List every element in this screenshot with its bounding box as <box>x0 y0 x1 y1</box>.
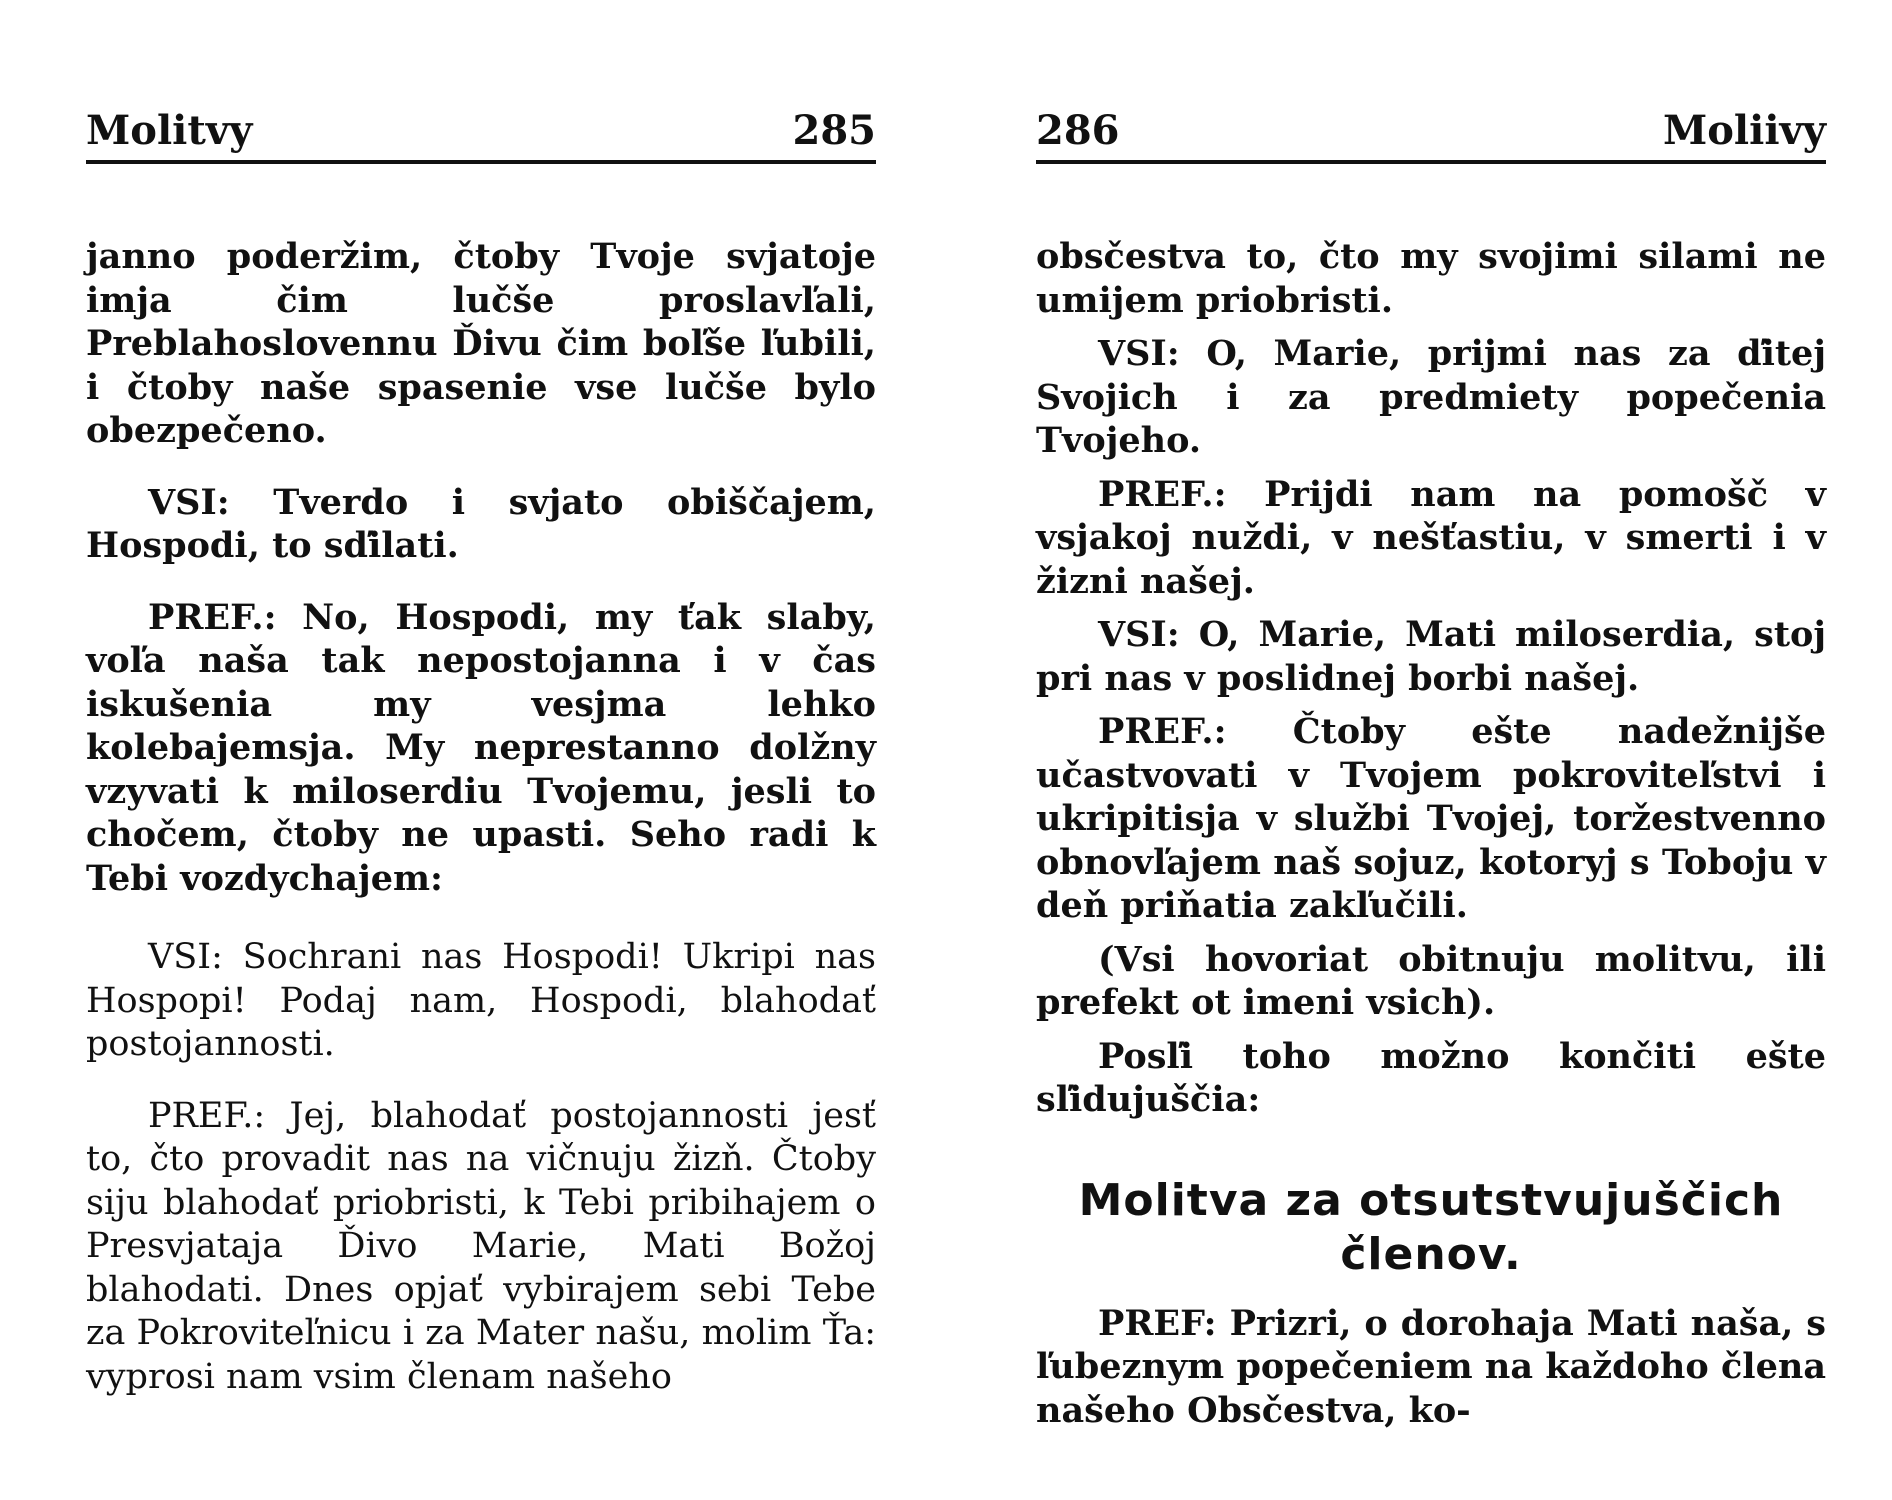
paragraph: PREF.: No, Hospodi, my ťak slaby, voľa naša tak nepostojanna i v čas iskušenia my vesjma lehko kolebajemsja. My neprestanno dolžny vzyvati k miloserdiu Tvojemu, jesli to chočem, čtoby ne upasti. Seho radi k Tebi vozdychajem: <box>86 596 876 899</box>
paragraph: PREF: Prizri, o dorohaja Mati naša, s ľubeznym popečeniem na každoho člena našeho Obsčestva, ko- <box>1036 1302 1826 1431</box>
left-page-body <box>86 235 876 1409</box>
right-header-title: Moliivy <box>1662 107 1826 154</box>
right-page-header <box>1036 107 1826 164</box>
paragraph: VSI: Tverdo i svjato obiščajem, Hospodi, to sďilati. <box>86 481 876 566</box>
paragraph: PREF.: Čtoby ešte nadežnijše učastvovati v Tvojem pokroviteľstvi i ukripitisja v službi Tvojej, toržestvenno obnovľajem naš sojuz, kotoryj s Toboju v deň priňatia zakľučili. <box>1036 711 1826 926</box>
paragraph: (Vsi hovoriat obitnuju molitvu, ili prefekt ot imeni vsich). <box>1036 938 1826 1023</box>
right-page-number: 286 <box>1036 107 1120 154</box>
paragraph: PREF.: Jej, blahodať postojannosti jesť to, čto provadit nas na vičnuju žizň. Čtoby siju blahodať priobristi, k Tebi pribihajem o Presvjataja Ďivo Marie, Mati Božoj blahodati. Dnes opjať vybirajem sebi Tebe za Pokroviteľnicu i za Mater našu, molim Ťa: vyprosi nam vsim členam našeho <box>86 1095 876 1397</box>
right-page <box>1036 0 1826 1500</box>
left-page <box>86 0 876 1500</box>
paragraph: janno poderžim, čtoby Tvoje svjatoje imja čim lučše proslavľali, Preblahoslovennu Ďivu čim boľše ľubili, i čtoby naše spasenie vse lučše bylo obezpečeno. <box>86 236 876 451</box>
left-header-title: Molitvy <box>86 107 253 154</box>
paragraph: Posľi toho možno končiti ešte sľidujuščia: <box>1036 1035 1826 1120</box>
left-page-header <box>86 107 876 164</box>
paragraph: VSI: O, Marie, prijmi nas za ďitej Svojich i za predmiety popečenia Tvojeho. <box>1036 333 1826 461</box>
paragraph: VSI: Sochrani nas Hospodi! Ukripi nas Hospopi! Podaj nam, Hospodi, blahodať postojannosti. <box>86 937 876 1064</box>
paragraph: VSI: O, Marie, Mati miloserdia, stoj pri nas v poslidnej borbi našej. <box>1036 614 1826 699</box>
left-page-number: 285 <box>792 107 876 154</box>
paragraph: obsčestva to, čto my svojimi silami ne umijem priobristi. <box>1036 236 1826 321</box>
paragraph: PREF.: Prijdi nam na pomošč v vsjakoj nuždi, v nešťastiu, v smerti i v žizni našej. <box>1036 473 1826 602</box>
right-page-body <box>1036 235 1826 1442</box>
section-heading: Molitva za otsutstvujuščich členov. <box>1078 1174 1784 1280</box>
